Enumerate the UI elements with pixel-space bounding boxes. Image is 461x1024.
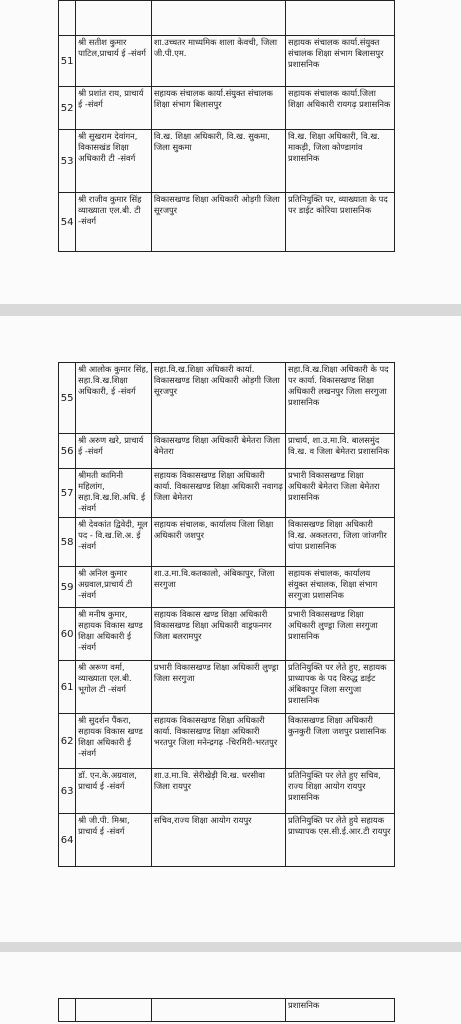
table-row-top-edge — [59, 1, 395, 36]
serial-number: 63 — [59, 769, 76, 814]
table-row — [59, 130, 395, 193]
serial-number: 54 — [59, 193, 76, 252]
table-row — [59, 363, 395, 434]
officer-name: डॉ. एन.के.अग्रवाल, प्राचार्य ई -संवर्ग — [76, 769, 152, 814]
current-posting: सहायक विकास खण्ड शिक्षा अधिकारी विकासखण्ड शिक्षा अधिकारी वाड्रफनगर जिला बलरामपुर — [151, 608, 285, 661]
serial-number: 52 — [59, 87, 76, 130]
officer-name: श्री राजीव कुमार सिंह व्याख्याता एल.बी. टी -संवर्ग — [76, 193, 152, 252]
serial-number: 59 — [59, 567, 76, 608]
table-row — [59, 814, 395, 867]
officer-name: श्री अरुण खरे, प्राचार्य ई -संवर्ग — [76, 434, 152, 469]
current-posting: सहायक संचालक कार्या.संयुक्त संचालक शिक्षा संभाग बिलासपुर — [151, 87, 285, 130]
table-row — [59, 567, 395, 608]
officer-name: श्री अनिल कुमार अग्रवाल,प्राचार्य टी -संवर्ग — [76, 567, 152, 608]
table-row — [59, 608, 395, 661]
table-row — [59, 661, 395, 714]
new-posting: विकासखण्ड शिक्षा अधिकारी कुनकुरी जिला जशपुर प्रशासनिक — [286, 714, 395, 769]
table-row — [59, 714, 395, 769]
serial-number: 55 — [59, 363, 76, 434]
officer-name: श्री अरूण वर्मा, व्याख्याता एल.बी. भूगोल टी -संवर्ग — [76, 661, 152, 714]
current-posting: सहायक संचालक, कार्यालय जिला शिक्षा अधिकारी जशपुर — [151, 518, 285, 567]
transfer-table-2 — [58, 362, 395, 867]
table-row — [59, 769, 395, 814]
document-page-3 — [0, 952, 461, 1024]
new-posting: सहा.वि.ख.शिक्षा अधिकारी के पद पर कार्या. विकासखण्ड शिक्षा अधिकारी लखनपुर जिला सरगुजा प्रशासनिक — [286, 363, 395, 434]
current-posting: वि.ख. शिक्षा अधिकारी, वि.ख. सुकमा, जिला सुकमा — [151, 130, 285, 193]
officer-name: श्रीमती कामिनी महिलांग, सहा.वि.ख.शि.अधि. ई -संवर्ग — [76, 469, 152, 518]
transfer-table-3 — [58, 998, 395, 1022]
current-posting: सहायक विकासखण्ड शिक्षा अधिकारी कार्या. विकासखण्ड शिक्षा अधिकारी भरतपुर जिला मनेन्द्रगढ़ -चिरमिरी-भरतपुर — [151, 714, 285, 769]
officer-name: श्री सतीश कुमार पाटिल,प्राचार्य ई -संवर्ग — [76, 36, 152, 87]
table-row-partial — [59, 999, 395, 1022]
document-page-2 — [0, 316, 461, 942]
officer-name: श्री आलोक कुमार सिंह, सहा.वि.ख.शिक्षा अधिकारी, ई -संवर्ग — [76, 363, 152, 434]
officer-name: श्री देवकांत द्विवेदी, मूल पद - वि.ख.शि.अ. ई -संवर्ग — [76, 518, 152, 567]
serial-number: 61 — [59, 661, 76, 714]
table-row — [59, 193, 395, 252]
new-posting: प्राचार्य, शा.उ.मा.वि. बालसमुंद वि.ख. व जिला बेमेतरा प्रशासनिक — [286, 434, 395, 469]
new-posting: प्रतिनियुक्ति पर लेते हुए सचिव, राज्य शिक्षा आयोग रायपुर प्रशासनिक — [286, 769, 395, 814]
officer-name: श्री जी.पी. मिश्रा, प्राचार्य ई -संवर्ग — [76, 814, 152, 867]
serial-number: 56 — [59, 434, 76, 469]
new-posting: सहायक संचालक कार्या.जिला शिक्षा अधिकारी रायगढ़ प्रशासनिक — [286, 87, 395, 130]
new-posting: वि.ख. शिक्षा अधिकारी, वि.ख. माकड़ी, जिला कोण्डागांव प्रशासनिक — [286, 130, 395, 193]
serial-number: 64 — [59, 814, 76, 867]
officer-name: श्री प्रशांत राय, प्राचार्य ई -संवर्ग — [76, 87, 152, 130]
officer-name: श्री मनीष कुमार, सहायक विकास खण्ड शिक्षा अधिकारी ई -संवर्ग — [76, 608, 152, 661]
current-posting: विकासखण्ड शिक्षा अधिकारी ओड़गी जिला सूरजपुर — [151, 193, 285, 252]
current-posting: प्रभारी विकासखण्ड शिक्षा अधिकारी लुण्ड्रा जिला सरगुजा — [151, 661, 285, 714]
table-row — [59, 36, 395, 87]
table-row — [59, 518, 395, 567]
new-posting: प्रतिनियुक्ति पर, व्याख्याता के पद पर डाईट कोरिया प्रशासनिक — [286, 193, 395, 252]
table-row — [59, 87, 395, 130]
current-posting: सचिव,राज्य शिक्षा आयोग रायपुर — [151, 814, 285, 867]
current-posting: शा.उ.मा.वि.कतकालो, अंबिकापुर, जिला सरगुजा — [151, 567, 285, 608]
current-posting: सहायक विकासखण्ड शिक्षा अधिकारी कार्या. विकासखण्ड शिक्षा अधिकारी नवागढ़ जिला बेमेतरा — [151, 469, 285, 518]
serial-number: 53 — [59, 130, 76, 193]
officer-name: श्री सुखराम देवांगन, विकासखंड शिक्षा अधिकारी टी -संवर्ग — [76, 130, 152, 193]
transfer-table-1 — [58, 0, 395, 252]
table-row — [59, 434, 395, 469]
officer-name: श्री सुदर्शन पैंकरा, सहायक विकास खण्ड शिक्षा अधिकारी ई -संवर्ग — [76, 714, 152, 769]
current-posting: सहा.वि.ख.शिक्षा अधिकारी कार्या. विकासखण्ड शिक्षा अधिकारी ओड़गी जिला सूरजपुर — [151, 363, 285, 434]
current-posting: शा.उच्चतर माध्यमिक शाला केवची, जिला जी.पी.एम. — [151, 36, 285, 87]
new-posting: प्रभारी विकासखण्ड शिक्षा अधिकारी बेमेतरा जिला बेमेतरा प्रशासनिक — [286, 469, 395, 518]
serial-number: 62 — [59, 714, 76, 769]
new-posting: सहायक संचालक कार्या.संयुक्त संचालक शिक्षा संभाग बिलासपुर प्रशासनिक — [286, 36, 395, 87]
new-posting: सहायक संचालक, कार्यालय संयुक्त संचालक, शिक्षा संभाग सरगुजा प्रशासनिक — [286, 567, 395, 608]
current-posting: शा.उ.मा.वि. सेरीखेड़ी वि.ख. धरसीवा जिला रायपुर — [151, 769, 285, 814]
serial-number: 60 — [59, 608, 76, 661]
new-posting: प्रभारी विकासखण्ड शिक्षा अधिकारी लुण्ड्रा जिला सरगुजा प्रशासनिक — [286, 608, 395, 661]
document-page-1 — [0, 0, 461, 304]
table-row — [59, 469, 395, 518]
current-posting: विकासखण्ड शिक्षा अधिकारी बेमेतरा जिला बेमेतरा — [151, 434, 285, 469]
serial-number: 51 — [59, 36, 76, 87]
new-posting: विकासखण्ड शिक्षा अधिकारी वि.ख. अकलतरा, जिला जांजगीर चांपा प्रशासनिक — [286, 518, 395, 567]
serial-number: 57 — [59, 469, 76, 518]
serial-number: 58 — [59, 518, 76, 567]
new-posting: प्रशासनिक — [286, 999, 395, 1022]
new-posting: प्रतिनियुक्ति पर लेते हुये सहायक प्राध्यापक एस.सी.ई.आर.टी रायपुर — [286, 814, 395, 867]
new-posting: प्रतिनियुक्ति पर लेते हुए, सहायक प्राध्यापक के पद विरुद्ध डाईट अंबिकापुर जिला सरगुजा प्रशासनिक — [286, 661, 395, 714]
